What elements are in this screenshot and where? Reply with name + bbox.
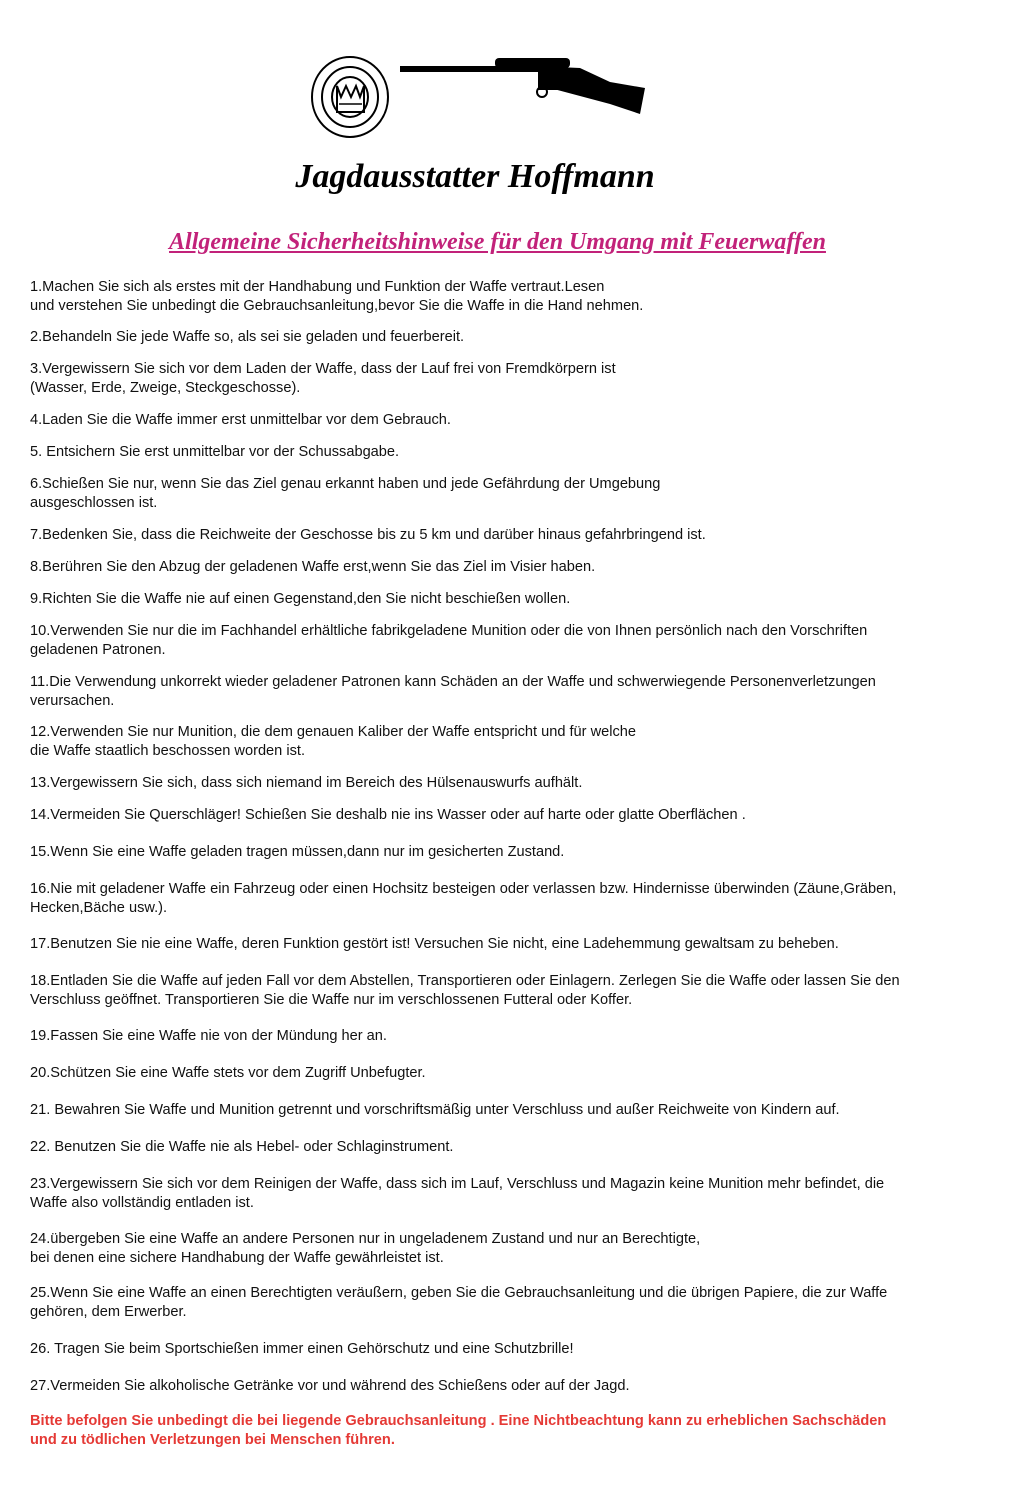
company-name: Jagdausstatter Hoffmann [295,158,655,195]
rule-12: 12.Verwenden Sie nur Munition, die dem genauen Kaliber der Waffe entspricht und für welche die Waffe staatlich beschossen worden ist. [30,724,637,759]
rule-14: 14.Vermeiden Sie Querschläger! Schießen Sie deshalb nie ins Wasser oder auf harte oder glatte Oberflächen . [30,807,746,823]
rule-19: 19.Fassen Sie eine Waffe nie von der Mündung her an. [30,1028,387,1044]
rifle-and-target-logo [310,52,650,142]
rule-24: 24.übergeben Sie eine Waffe an andere Personen nur in ungeladenem Zustand und nur an Berechtigte, bei denen eine sichere Handhabung der Waffe gewährleistet ist. [30,1231,701,1266]
rule-3: 3.Vergewissern Sie sich vor dem Laden der Waffe, dass der Lauf frei von Fremdkörpern ist (Wasser, Erde, Zweige, Steckgeschosse). [30,361,616,396]
rule-20: 20.Schützen Sie eine Waffe stets vor dem Zugriff Unbefugter. [30,1065,426,1081]
rule-4: 4.Laden Sie die Waffe immer erst unmittelbar vor dem Gebrauch. [30,412,451,428]
rifle-target-icon [310,52,650,142]
rule-21: 21. Bewahren Sie Waffe und Munition getrennt und vorschriftsmäßig unter Verschluss und außer Reichweite von Kindern auf. [30,1102,840,1118]
rule-23: 23.Vergewissern Sie sich vor dem Reinigen der Waffe, dass sich im Lauf, Verschluss und Magazin keine Munition mehr befindet, die Waffe also vollständig entladen ist. [30,1176,885,1211]
rule-7: 7.Bedenken Sie, dass die Reichweite der Geschosse bis zu 5 km und darüber hinaus gefahrbringend ist. [30,527,706,543]
rule-5: 5. Entsichern Sie erst unmittelbar vor der Schussabgabe. [30,444,400,460]
rule-26: 26. Tragen Sie beim Sportschießen immer einen Gehörschutz und eine Schutzbrille! [30,1341,574,1357]
rule-25: 25.Wenn Sie eine Waffe an einen Berechtigten veräußern, geben Sie die Gebrauchsanleitung und die übrigen Papiere, die zur Waffe gehören, dem Erwerber. [30,1285,888,1320]
rule-8: 8.Berühren Sie den Abzug der geladenen Waffe erst,wenn Sie das Ziel im Visier haben. [30,559,596,575]
rule-27: 27.Vermeiden Sie alkoholische Getränke vor und während des Schießens oder auf der Jagd. [30,1378,630,1394]
rule-1: 1.Machen Sie sich als erstes mit der Handhabung und Funktion der Waffe vertraut.Lesen und verstehen Sie unbedingt die Gebrauchsanleitung,bevor Sie die Waffe in die Hand nehmen. [30,279,644,314]
rule-6: 6.Schießen Sie nur, wenn Sie das Ziel genau erkannt haben und jede Gefährdung der Umgebung ausgeschlossen ist. [30,476,661,511]
rule-17: 17.Benutzen Sie nie eine Waffe, deren Funktion gestört ist! Versuchen Sie nicht, eine Ladehemmung gewaltsam zu beheben. [30,936,839,952]
rule-15: 15.Wenn Sie eine Waffe geladen tragen müssen,dann nur im gesicherten Zustand. [30,844,565,860]
rule-9: 9.Richten Sie die Waffe nie auf einen Gegenstand,den Sie nicht beschießen wollen. [30,591,571,607]
rule-13: 13.Vergewissern Sie sich, dass sich niemand im Bereich des Hülsenauswurfs aufhält. [30,775,583,791]
rule-2: 2.Behandeln Sie jede Waffe so, als sei sie geladen und feuerbereit. [30,329,465,345]
rule-22: 22. Benutzen Sie die Waffe nie als Hebel- oder Schlaginstrument. [30,1139,454,1155]
page-subtitle: Allgemeine Sicherheitshinweise für den Umgang mit Feuerwaffen [169,229,826,255]
rule-10: 10.Verwenden Sie nur die im Fachhandel erhältliche fabrikgeladene Munition oder die von Ihnen persönlich nach den Vorschriften geladenen Patronen. [30,623,868,658]
rule-11: 11.Die Verwendung unkorrekt wieder geladener Patronen kann Schäden an der Waffe und schwerwiegende Personenverletzungen verursachen. [30,674,876,709]
rule-18: 18.Entladen Sie die Waffe auf jeden Fall vor dem Abstellen, Transportieren oder Einlagern. Zerlegen Sie die Waffe oder lassen Sie den Verschluss geöffnet. Transportieren Sie die Waffe nur im verschlossenen Futteral oder Koffer. [30,973,900,1008]
rule-16: 16.Nie mit geladener Waffe ein Fahrzeug oder einen Hochsitz besteigen oder verlassen bzw. Hindernisse überwinden (Zäune,Gräben, Hecken,Bäche usw.). [30,881,897,916]
warning-notice: Bitte befolgen Sie unbedingt die bei liegende Gebrauchsanleitung . Eine Nichtbeachtung kann zu erheblichen Sachschäden und zu tödlichen Verletzungen bei Menschen führen. [30,1413,887,1448]
